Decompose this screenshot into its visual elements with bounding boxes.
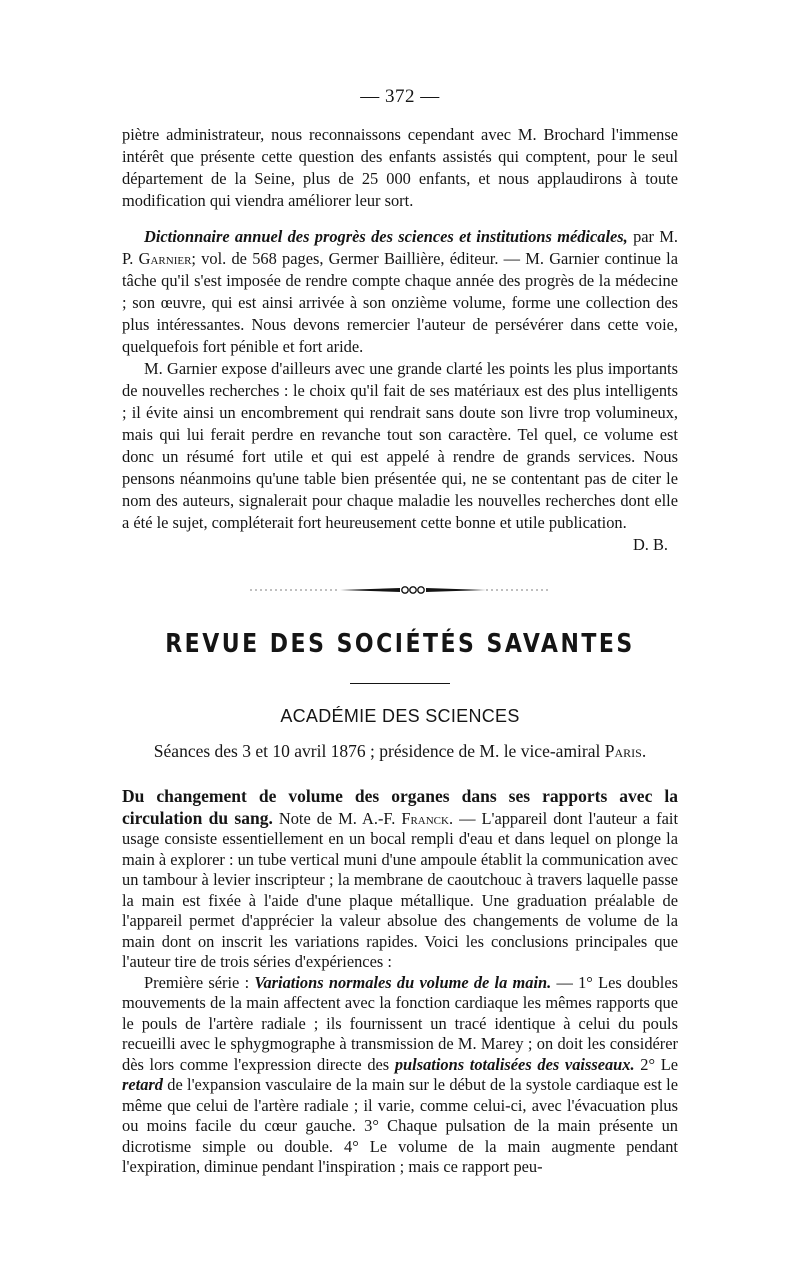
paragraph — [122, 226, 678, 358]
series-title: Variations normales du volume de la main. — [254, 972, 552, 992]
article — [122, 786, 678, 1178]
ornament-divider — [250, 584, 550, 596]
text-run: de l'expansion vasculaire de la main sur le début de la systole cardiaque est le même que celui de l'artère radiale ; il varie, comme celui-ci, avec l'évacuation plus ou moins facile du cœur gauche. 3° Chaque pulsation de la main présente un dicrotisme simple ou double. 4° Le volume de la main augmente pendant l'expiration, diminue pendant l'inspiration ; mais ce rapport peu- — [122, 1075, 678, 1176]
text-run: Séances des 3 et 10 avril 1876 ; présidence de M. le vice-amiral — [153, 741, 605, 761]
divider-rule — [350, 683, 450, 684]
sessions-line — [122, 741, 678, 762]
emphasis: retard — [122, 1075, 163, 1094]
page-body — [122, 86, 678, 1178]
article-paragraph — [122, 973, 678, 1178]
section-title: REVUE DES SOCIÉTÉS SAVANTES — [165, 629, 635, 660]
text-run: — 1° Les doubles mouvements de la main affectent avec la fonction cardiaque les mêmes rapports que le pouls de l'artère radiale ; ils fournissent un tracé identique à celui du pouls recueilli avec le sphygmographe à transmission de M. Marey ; on doit les considérer dès lors comme l'expression directe des — [122, 972, 678, 1074]
paragraph: piètre administrateur, nous reconnaissons cependant avec M. Brochard l'immense intérêt que présente cette question des enfants assistés qui comptent, pour le seul département de la Seine, plus de 25 000 enfants, et nous applaudirons à toute modification qui viendra améliorer leur sort. — [122, 125, 678, 210]
author-name: Franck — [401, 808, 449, 828]
paragraph: M. Garnier expose d'ailleurs avec une grande clarté les points les plus importants de nouvelles recherches : le choix qu'il fait de ses matériaux est des plus intelligents ; il évite ainsi un encombrement qui rendrait sans doute son livre trop volumineux, mais qui lui ferait perdre en revanche tout son caractère. Tel quel, ce volume est donc un résumé fort utile et qui est appelé à rendre de grands services. Nous pensons néanmoins qu'une table bien présentée qui, ne se contentant pas de citer le nom des auteurs, signalerait pour chaque maladie les nouvelles recherches dont elle a été le sujet, compléterait fort heureusement cette bonne et utile publication. — [122, 359, 678, 532]
emphasis: pulsations totalisées des vaisseaux. — [394, 1054, 635, 1074]
author-name: Garnier — [138, 249, 192, 268]
text-run: par M. P. — [122, 227, 679, 268]
book-title: Dictionnaire annuel des progrès des sciences et institutions médicales, — [144, 227, 628, 246]
article-title: Du changement de volume des organes dans ses rapports avec la circulation du sang. — [122, 786, 678, 828]
text-run: . — L'appareil dont l'auteur a fait usage consiste essentiellement en un bocal rempli d'eau et dans lequel on plonge la main à explorer : un tube vertical muni d'une ampoule établit la communication avec un tambour à levier inscripteur ; la membrane de caoutchouc à travers laquelle passe la main est fixée à l'aide d'une plaque métallique. Une graduation préalable de l'appareil permet d'apprécier la valeur absolue des changements de volume de la main dont on inscrit les variations rapides. Voici les conclusions principales que l'auteur tire de trois séries d'expériences : — [122, 808, 678, 971]
academy-heading: ACADÉMIE DES SCIENCES — [280, 706, 520, 726]
text-run: Note de M. A.-F. — [272, 808, 402, 828]
president-name: Paris — [604, 741, 642, 761]
article-paragraph — [122, 786, 678, 973]
text-run: 2° Le — [634, 1054, 679, 1074]
signature: D. B. — [632, 535, 668, 554]
text-run: ; vol. de 568 pages, Germer Baillière, éditeur. — M. Garnier continue la tâche qu'il s'est imposée de rendre compte chaque année des progrès de la médecine ; son œuvre, qui est ainsi arrivée à son onzième volume, forme une collection des plus intéressantes. Nous devons remercier l'auteur de persévérer dans cette voie, quelquefois fort pénible et fort aride. — [122, 249, 678, 356]
page-number: — 372 — — [360, 86, 440, 107]
text-run: Première série : — [144, 972, 255, 992]
text-run: . — [641, 741, 647, 761]
